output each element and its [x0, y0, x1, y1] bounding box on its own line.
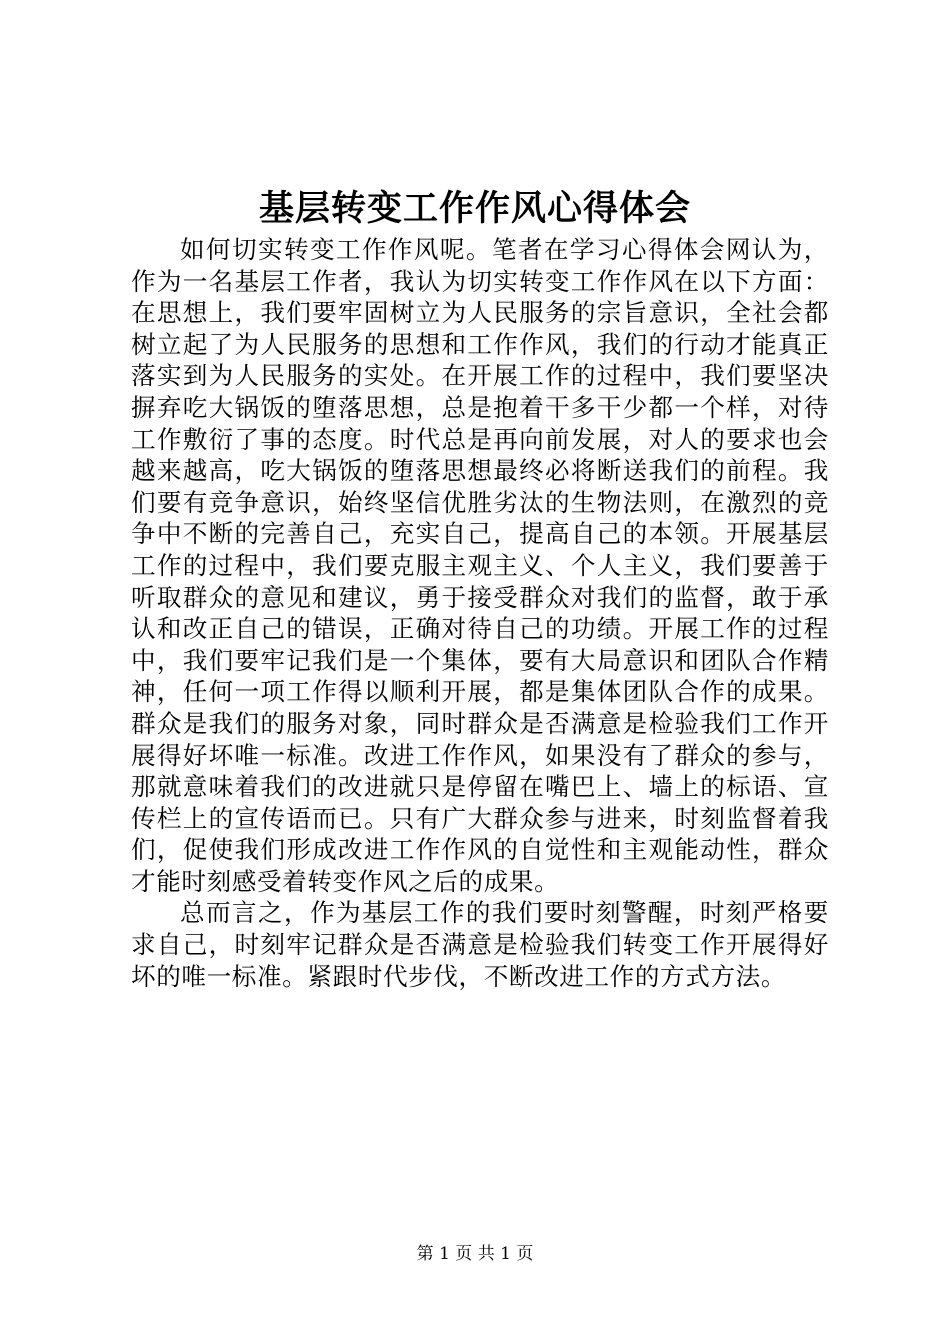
body-paragraph-1: 如何切实转变工作作风呢。笔者在学习心得体会网认为，作为一名基层工作者，我认为切实转变工作作风在以下方面：在思想上，我们要牢固树立为人民服务的宗旨意识，全社会都树立起了为人民服务的思想和工作作风，我们的行动才能真正落实到为人民服务的实处。在开展工作的过程中，我们要坚决摒弃吃大锅饭的堕落思想，总是抱着干多干少都一个样，对待工作敷衍了事的态度。时代总是再向前发展，对人的要求也会越来越高，吃大锅饭的堕落思想最终必将断送我们的前程。我们要有竞争意识，始终坚信优胜劣汰的生物法则，在激烈的竞争中不断的完善自己，充实自己，提高自己的本领。开展基层工作的过程中，我们要克服主观主义、个人主义，我们要善于听取群众的意见和建议，勇于接受群众对我们的监督，敢于承认和改正自己的错误，正确对待自己的功绩。开展工作的过程中，我们要牢记我们是一个集体，要有大局意识和团队合作精神，任何一项工作得以顺利开展，都是集体团队合作的成果。群众是我们的服务对象，同时群众是否满意是检验我们工作开展得好坏唯一标准。改进工作作风，如果没有了群众的参与，那就意味着我们的改进就只是停留在嘴巴上、墙上的标语、宣传栏上的宣传语而已。只有广大群众参与进来，时刻监督着我们，促使我们形成改进工作作风的自觉性和主观能动性，群众才能时刻感受着转变作风之后的成果。 [131, 235, 829, 896]
page-footer: 第 1 页 共 1 页 [416, 1244, 534, 1264]
body-paragraph-2: 总而言之，作为基层工作的我们要时刻警醒，时刻严格要求自己，时刻牢记群众是否满意是检验我们转变工作开展得好坏的唯一标准。紧跟时代步伐，不断改进工作的方式方法。 [131, 898, 829, 991]
document-body [131, 234, 829, 992]
document-title: 基层转变工作作风心得体会 [258, 188, 691, 229]
